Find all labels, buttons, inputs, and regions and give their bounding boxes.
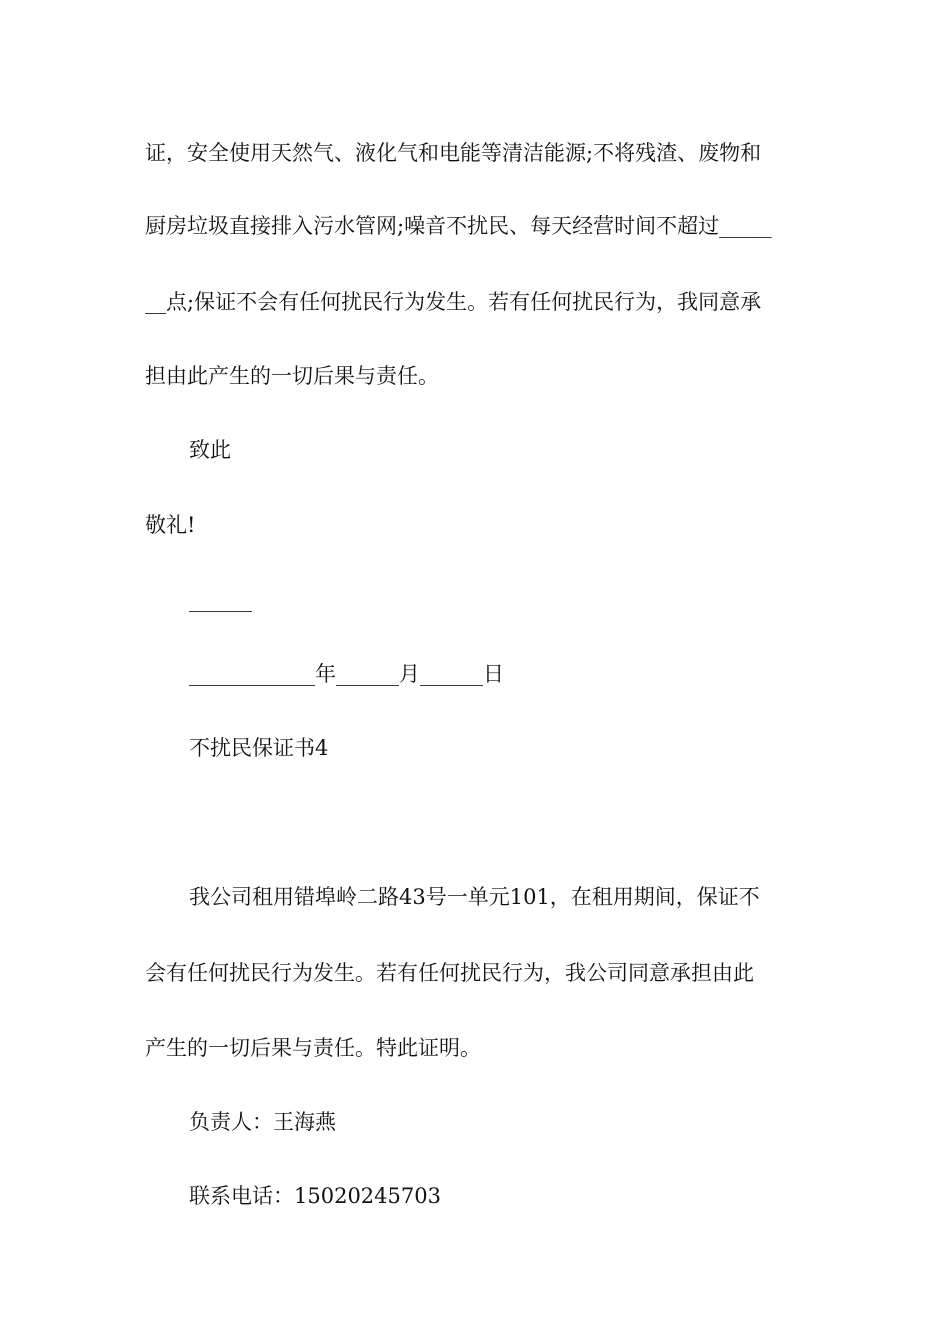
paragraph-1-line-4: 担由此产生的一切后果与责任。 bbox=[145, 364, 439, 388]
salutation-zhici: 致此 bbox=[189, 438, 231, 462]
paragraph-2-line-3: 产生的一切后果与责任。特此证明。 bbox=[145, 1036, 481, 1060]
paragraph-1-line-2: 厨房垃圾直接排入污水管网;噪音不扰民、每天经营时间不超过_____ bbox=[145, 214, 772, 238]
salutation-jingli: 敬礼! bbox=[145, 513, 196, 537]
paragraph-1-line-3: __点;保证不会有任何扰民行为发生。若有任何扰民行为，我同意承 bbox=[145, 290, 762, 314]
responsible-person: 负责人：王海燕 bbox=[189, 1110, 336, 1134]
paragraph-2-line-1: 我公司租用错埠岭二路43号一单元101，在租用期间，保证不 bbox=[189, 885, 760, 909]
signature-blank: ______ bbox=[189, 588, 252, 612]
paragraph-1-line-1: 证，安全使用天然气、液化气和电能等清洁能源;不将残渣、废物和 bbox=[145, 141, 762, 165]
contact-phone: 联系电话：15020245703 bbox=[189, 1184, 441, 1208]
paragraph-2-line-2: 会有任何扰民行为发生。若有任何扰民行为，我公司同意承担由此 bbox=[145, 961, 754, 985]
date-line: ____________年______月______日 bbox=[189, 662, 504, 686]
section-title: 不扰民保证书4 bbox=[189, 736, 329, 760]
